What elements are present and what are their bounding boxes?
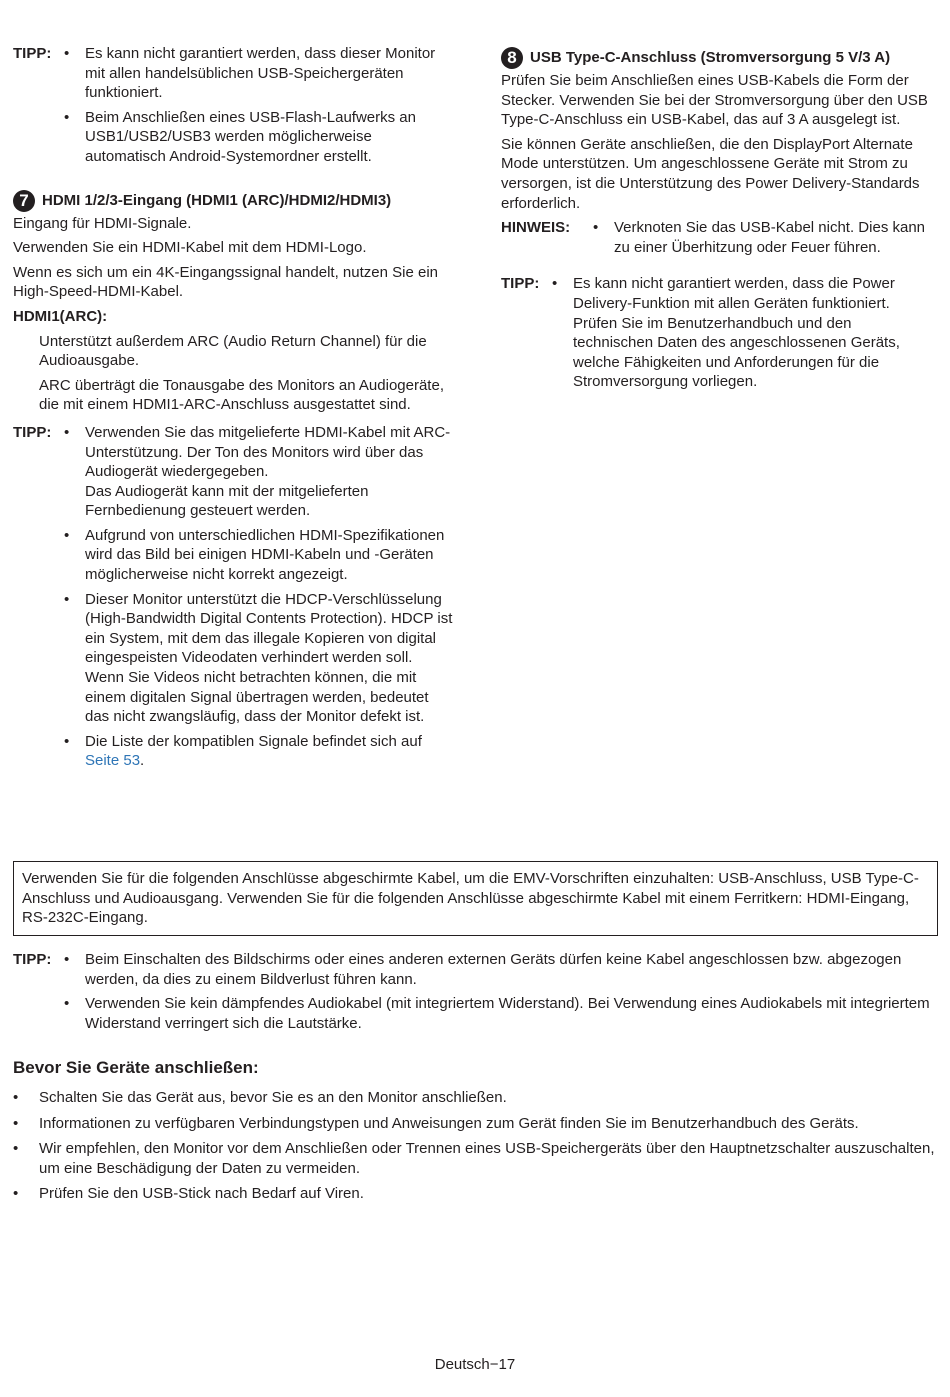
paragraph: Verwenden Sie ein HDMI-Kabel mit dem HDMI-Logo.	[13, 239, 367, 257]
item-text: Verwenden Sie das mitgelieferte HDMI-Kabel mit ARC-Unterstützung. Der Ton des Monitors wird über das Audiogerät wiedergegeben.	[85, 423, 451, 481]
paragraph: Prüfen Sie beim Anschließen eines USB-Kabels die Form der Stecker. Verwenden Sie bei der Stromversorgung über den USB Type-C-Anschluss ein USB-Kabel, das auf 3 A ausgelegt ist.	[501, 72, 928, 129]
tipp-list	[64, 44, 453, 172]
tipp-label: TIPP:	[13, 45, 52, 62]
list-item: • Prüfen Sie den USB-Stick nach Bedarf auf Viren.	[13, 1184, 938, 1204]
section-heading: Bevor Sie Geräte anschließen:	[13, 1058, 259, 1077]
tipp-label: TIPP:	[13, 423, 52, 441]
arc-description	[13, 332, 453, 415]
emc-notice-box	[13, 861, 938, 936]
tipp-note-cables	[13, 946, 933, 1038]
list-item	[64, 423, 453, 521]
tipp-note	[13, 950, 933, 1038]
list-item: • Verwenden Sie kein dämpfendes Audiokabel (mit integriertem Widerstand). Bei Verwendung eines Audiokabels mit integriertem Widerstand verringert sich die Lautstärke.	[64, 994, 933, 1033]
paragraph: Eingang für HDMI-Signale.	[13, 214, 192, 232]
page-footer: Deutsch−17	[434, 1356, 516, 1373]
before-connecting-section	[13, 1057, 938, 1210]
list-item: • Es kann nicht garantiert werden, dass die Power Delivery-Funktion mit allen Geräten funktioniert. Prüfen Sie im Benutzerhandbuch und den technischen Daten des angeschlossenen Geräts, welche Fähigkeiten und Anforderungen für die Stromversorgung vorliegen.	[552, 274, 931, 392]
paragraph: Unterstützt außerdem ARC (Audio Return Channel) für die Audioausgabe.	[39, 332, 427, 370]
section-title: USB Type-C-Anschluss (Stromversorgung 5 V/3 A)	[530, 49, 891, 67]
tipp-list	[64, 423, 453, 776]
tipp-label: TIPP:	[501, 275, 540, 293]
number-8-icon: 8	[501, 47, 523, 69]
tipp-list	[64, 950, 933, 1038]
right-column	[501, 47, 931, 397]
paragraph: Sie können Geräte anschließen, die den DisplayPort Alternate Mode unterstützen. Um angeschlossene Geräte mit Strom zu versorgen, ist die Unterstützung des Power Delivery-Standards erforderlich.	[501, 135, 920, 212]
page-53-link[interactable]: Seite 53	[85, 752, 141, 770]
tipp-note-power-delivery	[501, 274, 931, 397]
subheading-hdmi1-arc: HDMI1(ARC):	[13, 307, 108, 325]
item-text: .	[140, 752, 145, 770]
list-item: • Beim Anschließen eines USB-Flash-Laufwerks an USB1/USB2/USB3 werden möglicherweise automatisch Android-Systemordner erstellt.	[64, 108, 453, 167]
list-item: • Verknoten Sie das USB-Kabel nicht. Dies kann zu einer Überhitzung oder Feuer führen.	[593, 218, 931, 257]
list-item: • Es kann nicht garantiert werden, dass dieser Monitor mit allen handelsüblichen USB-Speichergeräten funktioniert.	[64, 44, 453, 103]
section-heading-hdmi	[13, 190, 453, 212]
tipp-list	[552, 274, 931, 397]
hinweis-label: HINWEIS:	[501, 219, 571, 237]
tipp-note-usb	[13, 44, 453, 172]
list-item: • Aufgrund von unterschiedlichen HDMI-Spezifikationen wird das Bild bei einigen HDMI-Kabeln und -Geräten möglicherweise nicht korrekt angezeigt.	[64, 526, 453, 585]
item-text: Das Audiogerät kann mit der mitgelieferten Fernbedienung gesteuert werden.	[85, 482, 369, 520]
number-7-icon: 7	[13, 190, 35, 212]
list-item: • Wir empfehlen, den Monitor vor dem Anschließen oder Trennen eines USB-Speichergeräts über den Hauptnetzschalter auszuschalten, um eine Beschädigung der Daten zu vermeiden.	[13, 1139, 938, 1178]
emc-notice-text: Verwenden Sie für die folgenden Anschlüsse abgeschirmte Kabel, um die EMV-Vorschriften einzuhalten: USB-Anschluss, USB Type-C-Anschluss und Audioausgang. Verwenden Sie für die folgenden Anschlüsse abgeschirmte Kabel mit einem Ferritkern: HDMI-Eingang, RS-232C-Eingang.	[22, 870, 919, 927]
hinweis-list	[593, 218, 931, 262]
list-item	[64, 732, 453, 771]
list-item: • Schalten Sie das Gerät aus, bevor Sie es an den Monitor anschließen.	[13, 1088, 938, 1108]
tipp-note-hdmi	[13, 423, 453, 776]
paragraph: Wenn es sich um ein 4K-Eingangssignal handelt, nutzen Sie ein High-Speed-HDMI-Kabel.	[13, 263, 438, 301]
tipp-label: TIPP:	[13, 951, 52, 968]
before-connecting-list	[13, 1088, 938, 1204]
list-item: • Beim Einschalten des Bildschirms oder eines anderen externen Geräts dürfen keine Kabel angeschlossen bzw. abgezogen werden, da dies zu einem Bildverlust führen kann.	[64, 950, 933, 989]
item-text: Die Liste der kompatiblen Signale befindet sich auf	[85, 732, 422, 750]
list-item: • Informationen zu verfügbaren Verbindungstypen und Anweisungen zum Gerät finden Sie im Benutzerhandbuch des Geräts.	[13, 1114, 938, 1134]
list-item: • Dieser Monitor unterstützt die HDCP-Verschlüsselung (High-Bandwidth Digital Contents Protection). HDCP ist ein System, mit dem das illegale Kopieren von digital eingespeisten Videodaten verhindert werden soll. Wenn Sie Videos nicht betrachten können, die mit einem digitalen Signal übertragen werden, bedeutet das nicht zwangsläufig, dass der Monitor defekt ist.	[64, 590, 453, 727]
section-heading-usb-c	[501, 47, 931, 69]
section-title: HDMI 1/2/3-Eingang (HDMI1 (ARC)/HDMI2/HDMI3)	[42, 191, 392, 209]
left-column	[13, 40, 453, 776]
hinweis-note	[501, 218, 931, 262]
paragraph: ARC überträgt die Tonausgabe des Monitors an Audiogeräte, die mit einem HDMI1-ARC-Anschluss ausgestattet sind.	[39, 376, 444, 414]
